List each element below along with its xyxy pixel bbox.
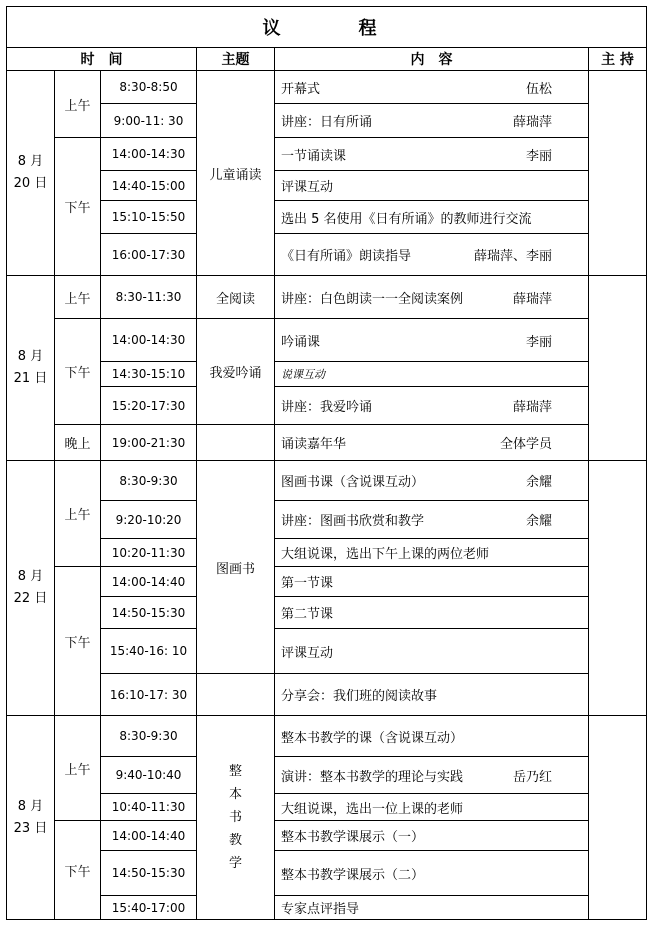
content-cell: 第一节课	[275, 567, 589, 597]
theme-cell	[197, 425, 275, 461]
content-cell: 讲座：图画书欣赏和教学 余耀	[275, 501, 589, 539]
content-cell: 吟诵课 李丽	[275, 319, 589, 362]
time-cell: 14:00-14:40	[101, 821, 197, 851]
content-cell: 选出 5 名使用《日有所诵》的教师进行交流	[275, 201, 589, 234]
theme-cell: 整 本 书 教 学	[197, 716, 275, 920]
time-cell: 14:50-15:30	[101, 597, 197, 629]
period-cell: 晚上	[55, 425, 101, 461]
time-cell: 8:30-11:30	[101, 276, 197, 319]
time-cell: 16:10-17: 30	[101, 674, 197, 716]
header-content: 内 容	[275, 48, 589, 71]
time-cell: 15:40-17:00	[101, 896, 197, 920]
date-cell: 8 月 21 日	[7, 276, 55, 461]
theme-cell: 我爱吟诵	[197, 319, 275, 425]
time-cell: 14:50-15:30	[101, 851, 197, 896]
content-cell: 讲座：日有所诵 薛瑞萍	[275, 104, 589, 138]
period-cell: 上午	[55, 461, 101, 567]
period-cell: 上午	[55, 716, 101, 821]
header-host: 主 持	[589, 48, 647, 71]
content-cell: 诵读嘉年华 全体学员	[275, 425, 589, 461]
time-cell: 8:30-9:30	[101, 461, 197, 501]
date-cell: 8 月 20 日	[7, 71, 55, 276]
content-cell: 分享会：我们班的阅读故事	[275, 674, 589, 716]
host-cell	[589, 716, 647, 920]
period-cell: 下午	[55, 138, 101, 276]
content-cell: 讲座：白色朗读一一全阅读案例 薛瑞萍	[275, 276, 589, 319]
time-cell: 14:00-14:30	[101, 138, 197, 171]
period-cell: 上午	[55, 276, 101, 319]
date-cell: 8 月 23 日	[7, 716, 55, 920]
content-cell: 讲座：我爱吟诵 薛瑞萍	[275, 387, 589, 425]
content-cell: 大组说课，选出一位上课的老师	[275, 794, 589, 821]
time-cell: 14:30-15:10	[101, 362, 197, 387]
theme-cell: 全阅读	[197, 276, 275, 319]
content-cell: 第二节课	[275, 597, 589, 629]
period-cell: 下午	[55, 821, 101, 920]
time-cell: 9:20-10:20	[101, 501, 197, 539]
time-cell: 19:00-21:30	[101, 425, 197, 461]
header-time: 时 间	[7, 48, 197, 71]
period-cell: 下午	[55, 319, 101, 425]
table-title: 议 程	[7, 7, 647, 48]
content-cell: 评课互动	[275, 629, 589, 674]
time-cell: 16:00-17:30	[101, 234, 197, 276]
host-cell	[589, 461, 647, 716]
content-cell: 整本书教学的课（含说课互动）	[275, 716, 589, 757]
date-cell: 8 月 22 日	[7, 461, 55, 716]
time-cell: 9:40-10:40	[101, 757, 197, 794]
time-cell: 9:00-11: 30	[101, 104, 197, 138]
time-cell: 14:40-15:00	[101, 171, 197, 201]
time-cell: 8:30-9:30	[101, 716, 197, 757]
time-cell: 14:00-14:40	[101, 567, 197, 597]
content-cell: 整本书教学课展示（一）	[275, 821, 589, 851]
content-cell: 说课互动	[275, 362, 589, 387]
time-cell: 15:40-16: 10	[101, 629, 197, 674]
time-cell: 10:20-11:30	[101, 539, 197, 567]
host-cell	[589, 276, 647, 461]
theme-cell: 图画书	[197, 461, 275, 674]
content-cell: 评课互动	[275, 171, 589, 201]
time-cell: 8:30-8:50	[101, 71, 197, 104]
content-cell: 演讲：整本书教学的理论与实践 岳乃红	[275, 757, 589, 794]
time-cell: 15:10-15:50	[101, 201, 197, 234]
theme-cell	[197, 674, 275, 716]
theme-cell: 儿童诵读	[197, 71, 275, 276]
content-cell: 整本书教学课展示（二）	[275, 851, 589, 896]
time-cell: 10:40-11:30	[101, 794, 197, 821]
period-cell: 下午	[55, 567, 101, 716]
content-cell: 大组说课，选出下午上课的两位老师	[275, 539, 589, 567]
content-cell: 专家点评指导	[275, 896, 589, 920]
header-theme: 主题	[197, 48, 275, 71]
period-cell: 上午	[55, 71, 101, 138]
time-cell: 14:00-14:30	[101, 319, 197, 362]
time-cell: 15:20-17:30	[101, 387, 197, 425]
host-cell	[589, 71, 647, 276]
content-cell: 一节诵读课 李丽	[275, 138, 589, 171]
content-cell: 《日有所诵》朗读指导 薛瑞萍、李丽	[275, 234, 589, 276]
content-cell: 开幕式 伍松	[275, 71, 589, 104]
content-cell: 图画书课（含说课互动） 余耀	[275, 461, 589, 501]
agenda-table	[6, 6, 647, 920]
